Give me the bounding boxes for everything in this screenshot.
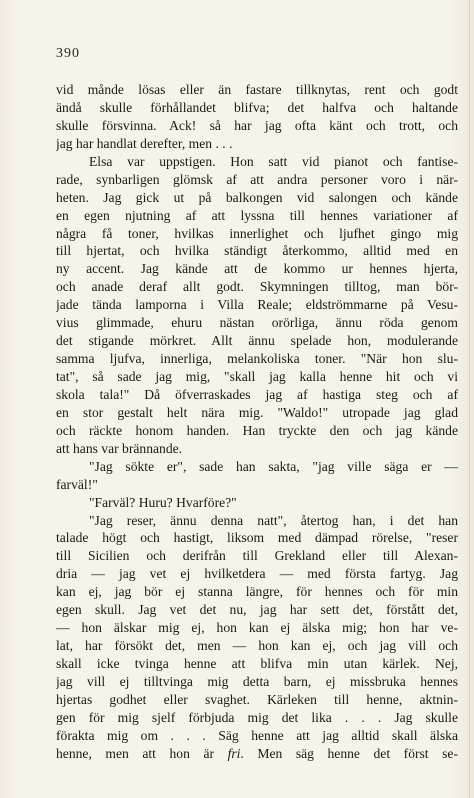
page-edge [469, 0, 470, 798]
text-line: kan ej, jag bör ej stanna längre, för hennes och för min [56, 584, 458, 600]
text-line: tat", så sade jag mig, "skall jag kalla henne hit och vi [56, 369, 458, 384]
text-line: hjertas godhet eller svaghet. Kärleken till henne, aktnin- [56, 691, 458, 707]
text-line: dria — jag vet ej hvilketdera — med första fartyg. Jag [56, 566, 458, 582]
text-line: vius glimmade, ehuru nästan orörliga, ännu röda genom [56, 315, 458, 331]
text-line: en egen njutning af att lyssna till hennes variationer af [56, 207, 458, 223]
text-line: heten. Jag gick ut på balkongen vid salongen och kände [56, 189, 458, 205]
text-line: samma ljufva, innerliga, melankoliska toner. "När hon slu- [56, 351, 458, 367]
text-line: talade högt och hastigt, liksom med dämpad rörelse, "reser [56, 530, 458, 546]
text-line: lat, har försökt det, men — hon kan ej, och jag vill och [56, 638, 458, 654]
text-line: skola tala!" Då öfverraskades jag af hastiga steg och af [56, 386, 458, 402]
text-line: — hon älskar mig ej, hon kan ej älska mig; hon har ve- [56, 620, 458, 636]
text-line: ändå skulle förhållandet blifva; det halfva och haltande [56, 99, 458, 115]
text-line: jag vill ej tilltvinga mig detta barn, ej missbruka hennes [56, 673, 458, 689]
text-line: "Farväl? Huru? Hvarföre?" [89, 494, 237, 510]
text-line: att hans var brännande. [56, 440, 183, 456]
text-line: egen skull. Jag vet det nu, jag har sett det, förstått det, [56, 602, 458, 618]
text-line: och anade deraf allt godt. Skymningen tilltog, man bör- [56, 279, 458, 295]
text-line: "Jag reser, ännu denna natt", återtog han, i det han [89, 512, 458, 528]
text-line: henne, men att hon är fri. Men säg henne det först se- [56, 745, 458, 761]
text-line: Elsa var uppstigen. Hon satt vid pianot och fantise- [89, 153, 458, 169]
text-line: några få toner, hvilkas innerlighet och ljufhet gingo mig [56, 225, 458, 241]
text-line: det stigande mörkret. Allt ännu spelade hon, modulerande [56, 333, 458, 349]
page-number: 390 [56, 46, 80, 61]
text-line: jag har handlat derefter, men . . . [56, 135, 233, 151]
text-line: skall icke tvinga henne att blifva min utan kärlek. Nej, [56, 656, 458, 671]
text-line: "Jag sökte er", sade han sakta, "jag ville säga er — [89, 458, 458, 474]
text-line: skulle försvinna. Ack! så har jag ofta känt och trott, och [56, 117, 458, 133]
emphasis-word: fri [227, 745, 241, 761]
text-line: farväl!" [56, 476, 98, 492]
text-line: en stor gestalt helt nära mig. "Waldo!" utropade jag glad [56, 404, 458, 420]
text-line: och räckte honom handen. Han tryckte den och jag kände [56, 422, 458, 438]
text-line: gen för mig sjelf förbjuda mig det lika . . . Jag skulle [56, 709, 458, 725]
text-line: till hjertat, och hvilka ständigt återkommo, alltid med en [56, 243, 458, 259]
text-line: förakta mig om . . . Säg henne att jag alltid skall älska [56, 727, 458, 743]
text-line: rade, synbarligen glömsk af att andra personer voro i när- [56, 171, 458, 187]
text-line: jade tända lamporna i Villa Reale; eldströmmarne på Vesu- [56, 297, 458, 313]
text-line: till Sicilien och derifrån till Grekland eller till Alexan- [56, 548, 458, 564]
text-line: vid månde lösas eller än fastare tillknytas, rent och godt [56, 82, 458, 97]
text-line: ny accent. Jag kände att de kommo ur hennes hjerta, [56, 261, 458, 277]
body-text [56, 81, 458, 763]
